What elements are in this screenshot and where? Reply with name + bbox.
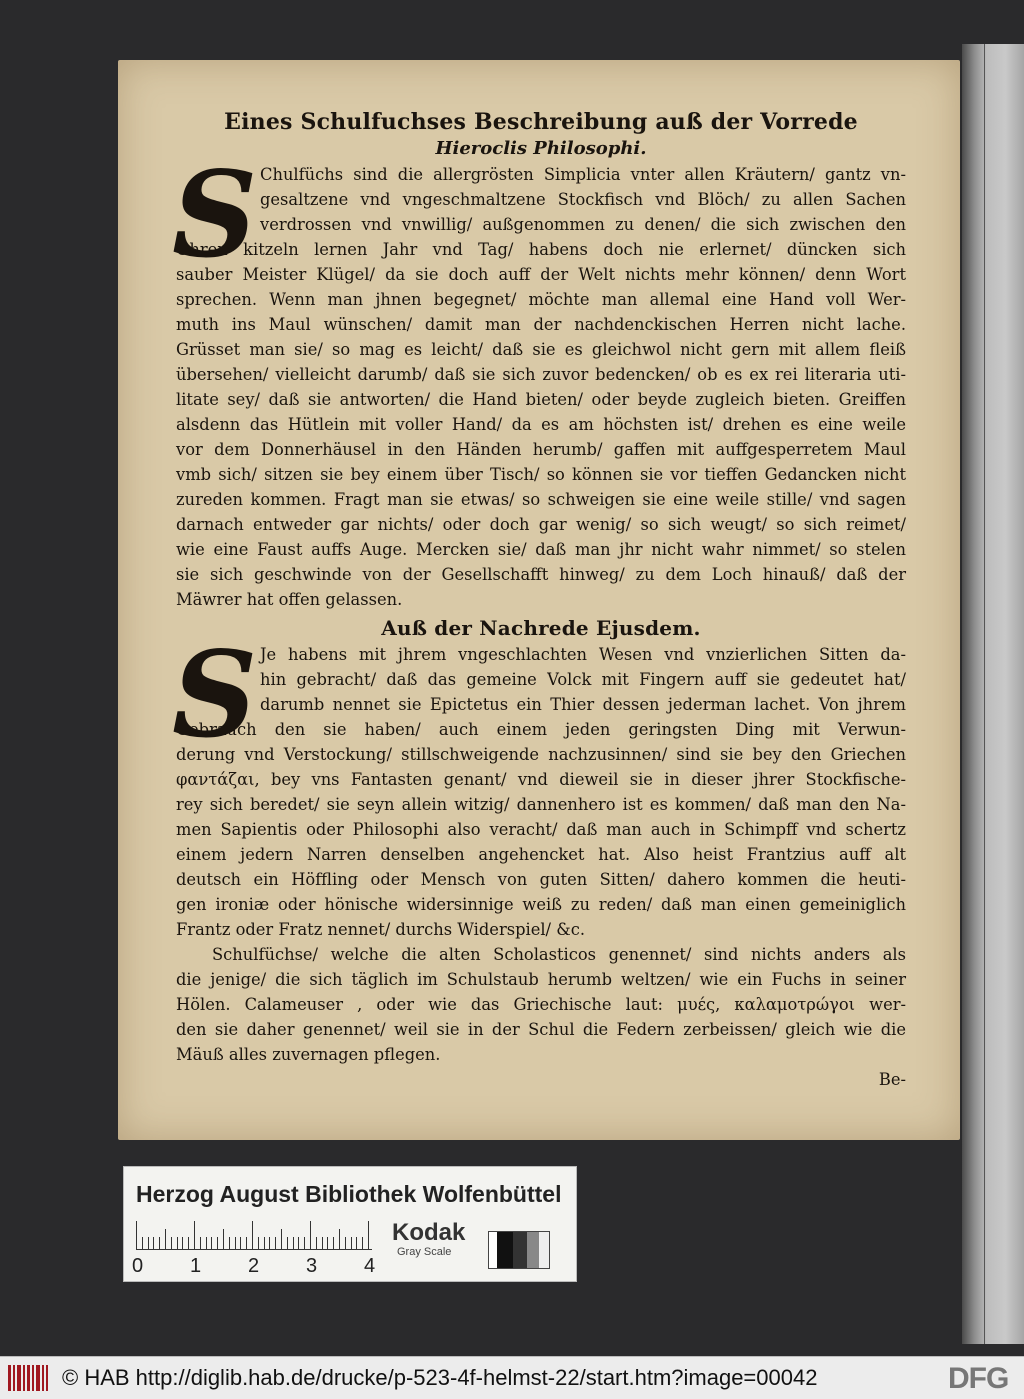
barcode-icon — [8, 1365, 48, 1391]
text-line: Grüsset man sie/ so mag es leicht/ daß sie es gleichwol nicht gern mit allem fleiß — [176, 340, 906, 359]
text-line: φαντάζαι, bey vns Fantasten genant/ vnd dieweil sie in dieser jhrer Stockfische- — [176, 770, 906, 789]
text-line: übersehen/ vielleicht darumb/ daß sie sich zuvor bedencken/ ob es ex rei literaria uti- — [176, 365, 906, 384]
text-line: zureden kommen. Fragt man sie etwas/ so schweigen sie eine weile stille/ vnd sagen — [176, 490, 906, 509]
text-line: den sie daher genennet/ weil sie in der Schul die Federn zerbeissen/ gleich wie die — [176, 1020, 906, 1039]
text-line: Frantz oder Fratz nennet/ durchs Widerspiel/ &c. — [176, 920, 585, 939]
dfg-logo: DFG — [948, 1362, 1009, 1395]
ruler-number: 1 — [190, 1255, 202, 1277]
text-line: vor dem Donnerhäusel in den Händen herumb/ gaffen mit auffgesperretem Maul — [176, 440, 906, 459]
text-line: sie sich geschwinde von der Gesellschafft hinweg/ zu dem Loch hinauß/ daß der — [176, 565, 906, 584]
text-line: litate sey/ daß sie antworten/ die Hand bieten/ oder beyde zugleich bieten. Greiffen — [176, 390, 906, 409]
text-line: darumb nennet sie Epictetus ein Thier dessen jederman lachet. Von jhrem — [260, 695, 906, 714]
ruler-scale — [136, 1219, 372, 1250]
text-line: Mäwrer hat offen gelassen. — [176, 590, 403, 609]
text-line: deutsch ein Höffling oder Mensch von guten Sitten/ dahero kommen die heuti- — [176, 870, 906, 889]
text-line: sprechen. Wenn man jhnen begegnet/ möchte man allemal eine Hand voll Wer- — [176, 290, 906, 309]
color-calibration-card — [123, 1166, 577, 1282]
gray-scale-label: Gray Scale — [397, 1246, 452, 1258]
text-line: Gebrauch den sie haben/ auch einem jeden geringsten Ding mit Verwun- — [176, 720, 906, 739]
text-line: Mäuß alles zuvernagen pflegen. — [176, 1045, 441, 1064]
gray-swatches — [488, 1231, 550, 1269]
ruler-number: 0 — [132, 1255, 144, 1277]
footer-bar — [0, 1356, 1024, 1399]
text-line: hin gebracht/ daß das gemeine Volck mit Fingern auff sie gedeutet hat/ — [260, 670, 906, 689]
text-line: vmb sich/ sitzen sie bey einem über Tisch/ so können sie vor tieffen Gedancken nicht — [176, 465, 906, 484]
ruler-number: 2 — [248, 1255, 260, 1277]
catchword: Be- — [878, 1070, 906, 1089]
text-line: sauber Meister Klügel/ da sie doch auff der Welt nichts mehr können/ denn Wort — [176, 265, 906, 284]
library-name: Herzog August Bibliothek Wolfenbüttel — [136, 1181, 562, 1207]
text-line: Schulfüchse/ welche die alten Scholasticos genennet/ sind nichts anders als — [212, 945, 906, 964]
page-subheading: Hieroclis Philosophi. — [435, 138, 647, 159]
text-line: die jenige/ die sich täglich im Schulstaub herumb weltzen/ wie ein Fuchs in seiner — [176, 970, 906, 989]
text-line: muth ins Maul wünschen/ damit man der nachdenckischen Herren nicht lache. — [176, 315, 906, 334]
text-line: gen ironiæ oder hönische widersinnige weiß zu reden/ daß man einen gemeiniglich — [176, 895, 906, 914]
page-heading: Eines Schulfuchses Beschreibung auß der Vorrede — [224, 109, 858, 135]
ruler-number: 3 — [306, 1255, 318, 1277]
paragraph-3 — [176, 942, 906, 1067]
ruler-number: 4 — [364, 1255, 376, 1277]
text-line: gesaltzene vnd vngeschmaltzene Stockfisch vnd Blöch/ zu allen Sachen — [260, 190, 906, 209]
page-text — [172, 108, 906, 1092]
section-heading: Auß der Nachrede Ejusdem. — [381, 616, 701, 640]
book-spine — [962, 44, 1024, 1344]
text-line: Hölen. Calameuser , oder wie das Griechische laut: μυές, καλαμοτρώγοι wer- — [176, 995, 906, 1014]
text-line: Je habens mit jhrem vngeschlachten Wesen vnd vnzierlichen Sitten da- — [260, 645, 906, 664]
text-line: derung vnd Verstockung/ stillschweigende nachzusinnen/ sind sie bey den Griechen — [176, 745, 906, 764]
text-line: Ohren kitzeln lernen Jahr vnd Tag/ habens doch nie erlernet/ düncken sich — [176, 240, 906, 259]
text-line: alsdenn das Hütlein mit voller Hand/ da es am höchsten ist/ drehen es eine weile — [176, 415, 906, 434]
book-page — [118, 60, 960, 1140]
text-line: wie eine Faust auffs Auge. Mercken sie/ daß man jhr nicht wahr nimmet/ so stelen — [176, 540, 906, 559]
text-line: rey sich beredet/ sie seyn allein witzig/ dannenhero ist es kommen/ daß man den Na- — [176, 795, 906, 814]
copyright-link[interactable]: © HAB http://diglib.hab.de/drucke/p-523-4f-helmst-22/start.htm?image=00042 — [62, 1365, 818, 1390]
kodak-logo: Kodak — [392, 1219, 466, 1246]
text-line: einem jedern Narren denselben angehencket hat. Also heist Frantzius auff alt — [176, 845, 906, 864]
text-line: men Sapientis oder Philosophi also veracht/ daß man auch in Schimpff vnd schertz — [176, 820, 906, 839]
text-line: verdrossen vnd vnwillig/ außgenommen zu denen/ die sich zwischen den — [260, 215, 906, 234]
drop-capital: S — [172, 145, 258, 284]
text-line: Chulfüchs sind die allergrösten Simplicia vnter allen Kräutern/ gantz vn- — [260, 165, 906, 184]
drop-capital: S — [172, 625, 258, 764]
text-line: darnach entweder gar nichts/ oder doch gar wenig/ so sich weugt/ so sich reimet/ — [176, 515, 906, 534]
